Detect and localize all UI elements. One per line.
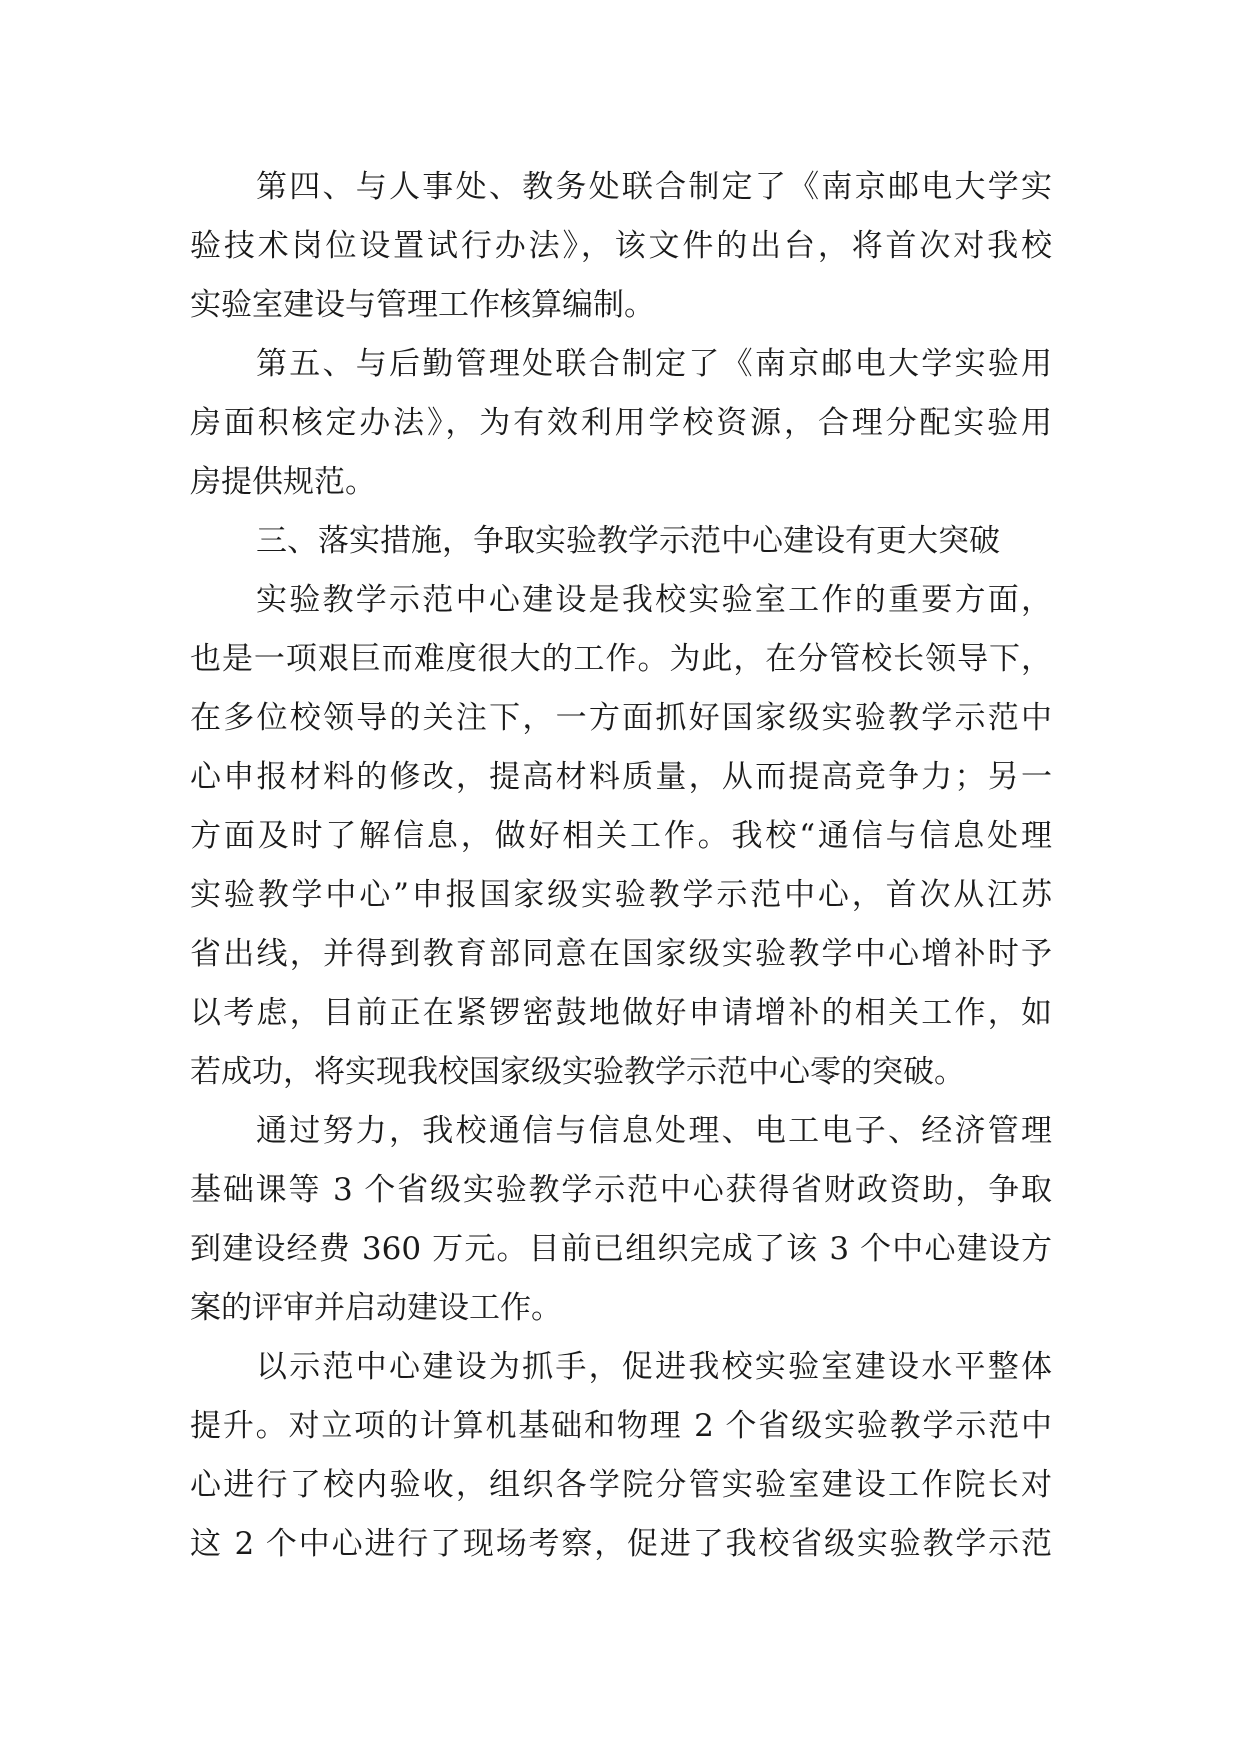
- paragraph-line: 第五、与后勤管理处联合制定了《南京邮电大学实验用: [256, 346, 1052, 382]
- paragraph-line: 提升。对立项的计算机基础和物理 2 个省级实验教学示范中: [190, 1408, 1052, 1444]
- document-body: [190, 158, 1052, 1574]
- paragraph-line: 以示范中心建设为抓手，促进我校实验室建设水平整体: [256, 1349, 1052, 1385]
- paragraph-line: 到建设经费 360 万元。目前已组织完成了该 3 个中心建设方: [190, 1231, 1052, 1267]
- paragraph-line: 案的评审并启动建设工作。: [190, 1290, 562, 1326]
- paragraph-line: 若成功，将实现我校国家级实验教学示范中心零的突破。: [190, 1054, 965, 1090]
- paragraph-line: 验技术岗位设置试行办法》，该文件的出台，将首次对我校: [190, 228, 1052, 264]
- paragraph-line: 实验教学示范中心建设是我校实验室工作的重要方面，: [256, 582, 1052, 618]
- paragraph-line: 方面及时了解信息，做好相关工作。我校“通信与信息处理: [190, 818, 1052, 854]
- paragraph-line: 心申报材料的修改，提高材料质量，从而提高竞争力；另一: [190, 759, 1052, 795]
- paragraph-line: 房提供规范。: [190, 464, 376, 500]
- paragraph-line: 省出线，并得到教育部同意在国家级实验教学中心增补时予: [190, 936, 1052, 972]
- paragraph-line: 第四、与人事处、教务处联合制定了《南京邮电大学实: [256, 169, 1052, 205]
- paragraph-line: 实验室建设与管理工作核算编制。: [190, 287, 655, 323]
- paragraph-line: 这 2 个中心进行了现场考察，促进了我校省级实验教学示范: [190, 1526, 1052, 1562]
- paragraph-line: 也是一项艰巨而难度很大的工作。为此，在分管校长领导下，: [190, 641, 1052, 677]
- paragraph-line: 房面积核定办法》，为有效利用学校资源，合理分配实验用: [190, 405, 1052, 441]
- paragraph-line: 心进行了校内验收，组织各学院分管实验室建设工作院长对: [190, 1467, 1052, 1503]
- paragraph-line: 基础课等 3 个省级实验教学示范中心获得省财政资助，争取: [190, 1172, 1052, 1208]
- paragraph-line: 通过努力，我校通信与信息处理、电工电子、经济管理: [256, 1113, 1052, 1149]
- paragraph-line: 在多位校领导的关注下，一方面抓好国家级实验教学示范中: [190, 700, 1052, 736]
- section-heading: 三、落实措施，争取实验教学示范中心建设有更大突破: [256, 523, 1000, 559]
- paragraph-line: 以考虑，目前正在紧锣密鼓地做好申请增补的相关工作，如: [190, 995, 1052, 1031]
- paragraph-line: 实验教学中心”申报国家级实验教学示范中心，首次从江苏: [190, 877, 1052, 913]
